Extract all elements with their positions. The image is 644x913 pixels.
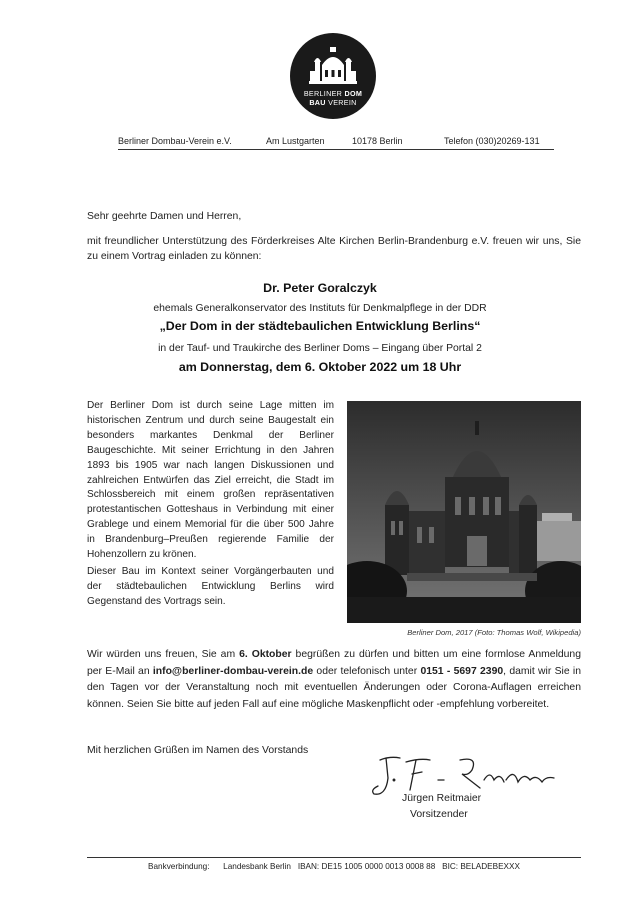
- speaker-role: ehemals Generalkonservator des Instituts für Denkmalpflege in der DDR: [153, 303, 487, 314]
- description-paragraph-1: Der Berliner Dom ist durch seine Lage mitten im historischen Zentrum und durch seine Baugestalt ein besonders markantes Denkmal der Berliner Baugeschichte. Mit seiner Errichtung in den Jahren 1893 bis 1905 war nach langen Diskussionen und zahlreichen Entwürfen das Ziel erreicht, die Stadt im Schlossbereich mit einem großen repräsentativen protestantischen Gotteshaus in Verbindung mit einer Grablege und einem Memorial für die über 500 Jahre in Brandenburg–Preußen regierende Familie der Hohenzollern zu krönen.: [87, 400, 334, 561]
- berliner-dom-photo: [347, 401, 581, 623]
- footer-bank-details: [87, 862, 581, 871]
- intro-paragraph: mit freundlicher Unterstützung des Förderkreises Alte Kirchen Berlin-Brandenburg e.V. freuen wir uns, Sie zu einem Vortrag einladen zu können:: [87, 236, 581, 262]
- talk-date: am Donnerstag, dem 6. Oktober 2022 um 18 Uhr: [178, 360, 462, 374]
- berliner-dom-logo: [290, 33, 376, 119]
- logo-line-2: BAU VEREIN: [309, 98, 357, 107]
- closing-text-3: oder telefonisch unter: [313, 665, 421, 677]
- footer-iban: IBAN: DE15 1005 0000 0013 0008 88: [297, 862, 436, 871]
- closing-text-4: , damit wir Sie in den Tagen vor der Veranstaltung noch mit eventuellen Änderungen oder Corona-Auflagen erreichen können. Seien Sie bitte auf jeden Fall auf eine mögliche Maskenpflicht oder -empfehlung vorbereitet.: [87, 665, 581, 710]
- closing-text-1: Wir würden uns freuen, Sie am: [87, 649, 240, 660]
- letterhead-address: [118, 136, 554, 146]
- closing-text-2: begrüßen zu dürfen und bitten um eine formlose Anmeldung per E-Mail an: [87, 649, 581, 677]
- email-link[interactable]: info@berliner-dombau-verein.de: [152, 665, 314, 677]
- org-name: Berliner Dombau-Verein e.V.: [118, 136, 232, 146]
- greeting: Mit herzlichen Grüßen im Namen des Vorstands: [87, 745, 309, 756]
- photo-caption: Berliner Dom, 2017 (Foto: Thomas Wolf, Wikipedia): [407, 628, 581, 637]
- speaker-name: Dr. Peter Goralczyk: [263, 281, 377, 295]
- footer-bank: Landesbank Berlin: [223, 862, 291, 871]
- closing-paragraph: [87, 647, 581, 713]
- signer-title: Vorsitzender: [410, 809, 468, 820]
- org-phone: Telefon (030)20269-131: [444, 136, 540, 146]
- footer-divider: [87, 857, 581, 858]
- org-street: Am Lustgarten: [266, 136, 325, 146]
- talk-title: „Der Dom in der städtebaulichen Entwicklung Berlins“: [159, 319, 481, 333]
- salutation: Sehr geehrte Damen und Herren,: [87, 211, 242, 222]
- closing-date: 6. Oktober: [239, 649, 292, 660]
- org-city: 10178 Berlin: [352, 136, 403, 146]
- talk-venue: in der Tauf- und Traukirche des Berliner Doms – Eingang über Portal 2: [158, 343, 482, 354]
- cathedral-icon: [308, 45, 358, 87]
- footer-bic: BIC: BELADEBEXXX: [442, 862, 520, 871]
- phone-number: 0151 - 5697 2390: [420, 665, 504, 677]
- logo-line-1: BERLINER DOM: [303, 89, 363, 98]
- footer-label: Bankverbindung:: [148, 862, 210, 871]
- description-paragraph-2: Dieser Bau im Kontext seiner Vorgängerbauten und der städtebaulichen Entwicklung Berlins wird Gegenstand des Vortrags sein.: [87, 566, 334, 607]
- signer-name: Jürgen Reitmaier: [402, 793, 482, 804]
- letterhead-divider: [118, 149, 554, 150]
